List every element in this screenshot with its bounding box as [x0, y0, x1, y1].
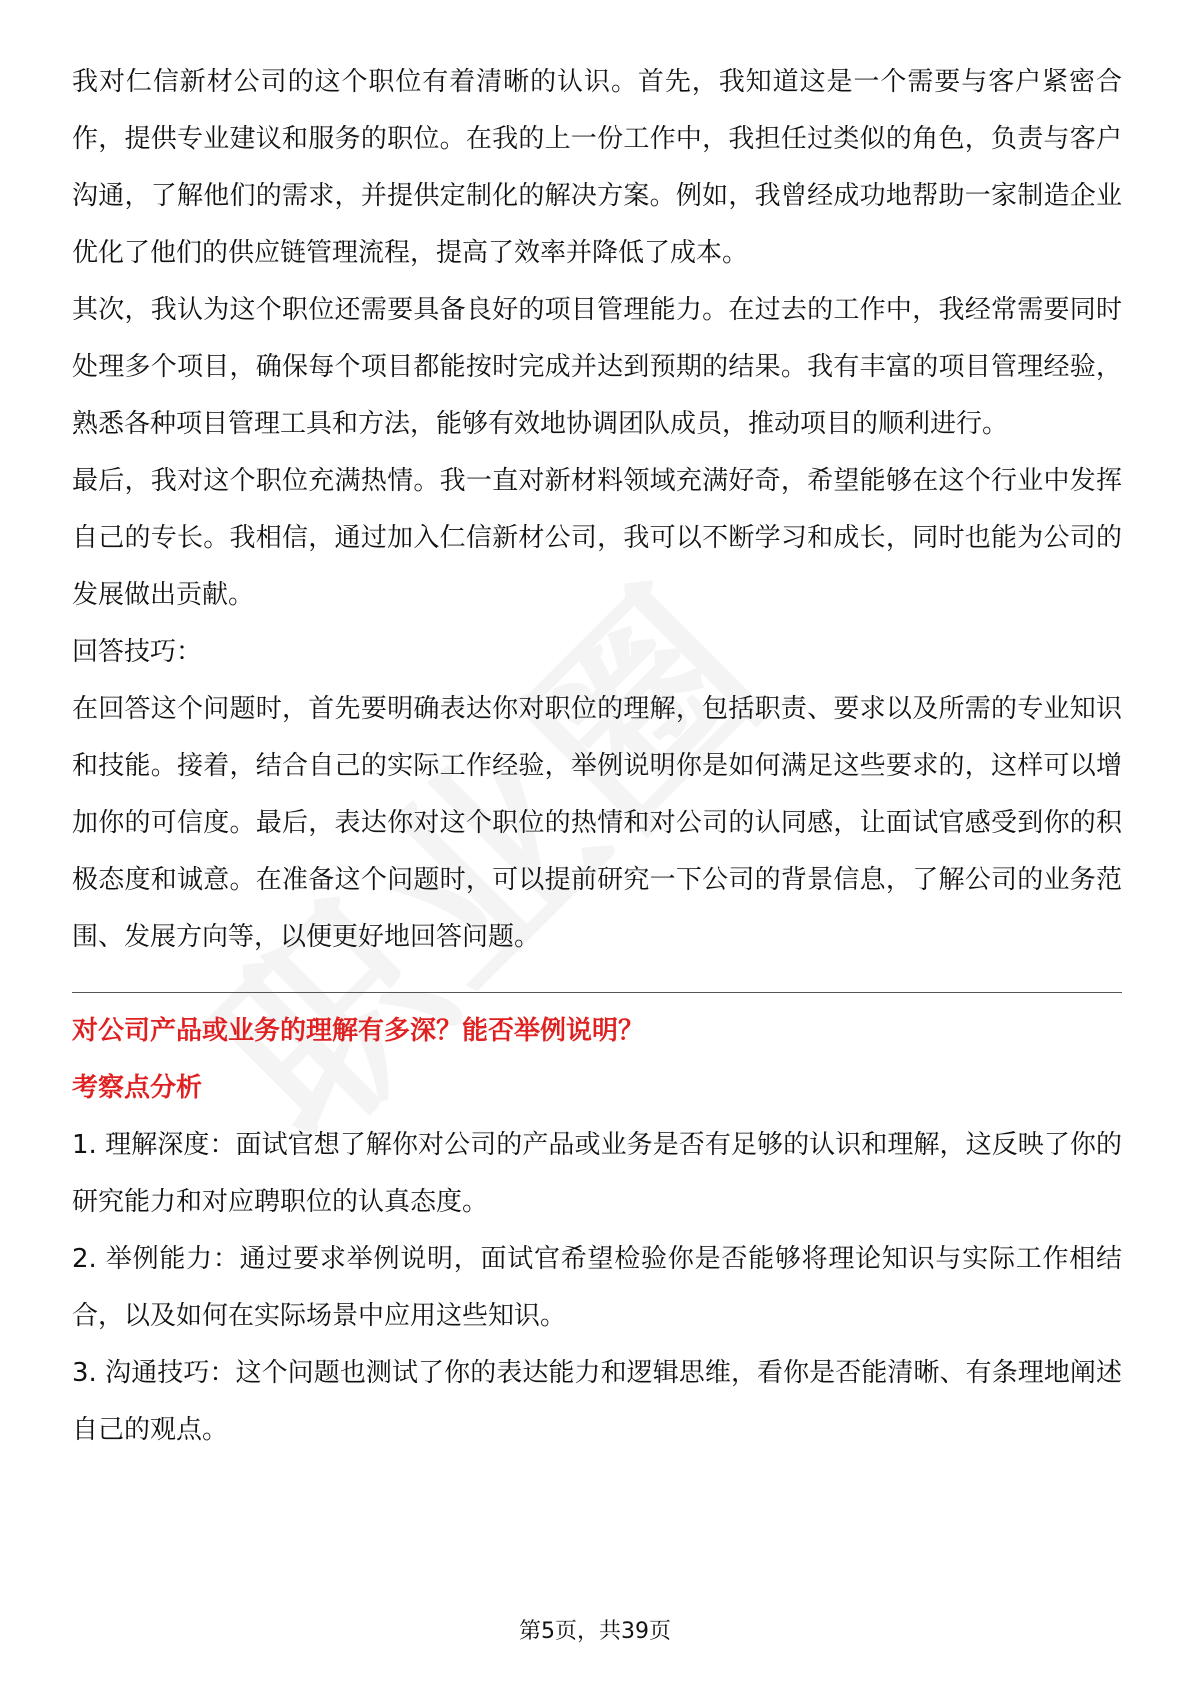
- analysis-point: 3. 沟通技巧：这个问题也测试了你的表达能力和逻辑思维，看你是否能清晰、有条理地阐述自己的观点。: [72, 1358, 1122, 1445]
- answer-paragraph-2: 其次，我认为这个职位还需要具备良好的项目管理能力。在过去的工作中，我经常需要同时处理多个项目，确保每个项目都能按时完成并达到预期的结果。我有丰富的项目管理经验，熟悉各种项目管理工具和方法，能够有效地协调团队成员，推动项目的顺利进行。: [72, 295, 1122, 439]
- tips-paragraph: 在回答这个问题时，首先要明确表达你对职位的理解，包括职责、要求以及所需的专业知识和技能。接着，结合自己的实际工作经验，举例说明你是如何满足这些要求的，这样可以增加你的可信度。最后，表达你对这个职位的热情和对公司的认同感，让面试官感受到你的积极态度和诚意。在准备这个问题时，可以提前研究一下公司的背景信息，了解公司的业务范围、发展方向等，以便更好地回答问题。: [72, 694, 1122, 952]
- analysis-point: 1. 理解深度：面试官想了解你对公司的产品或业务是否有足够的认识和理解，这反映了你的研究能力和对应聘职位的认真态度。: [72, 1130, 1122, 1217]
- page-number: 第5页，共39页: [519, 1619, 671, 1644]
- answer-paragraph-1: 我对仁信新材公司的这个职位有着清晰的认识。首先，我知道这是一个需要与客户紧密合作，提供专业建议和服务的职位。在我的上一份工作中，我担任过类似的角色，负责与客户沟通，了解他们的需求，并提供定制化的解决方案。例如，我曾经成功地帮助一家制造企业优化了他们的供应链管理流程，提高了效率并降低了成本。: [72, 67, 1122, 268]
- question-title: 对公司产品或业务的理解有多深？能否举例说明？: [72, 1016, 645, 1046]
- tips-label: 回答技巧：: [72, 637, 203, 667]
- analysis-point: 2. 举例能力：通过要求举例说明，面试官希望检验你是否能够将理论知识与实际工作相结合，以及如何在实际场景中应用这些知识。: [72, 1244, 1122, 1331]
- document-body: [72, 54, 1122, 1459]
- analysis-heading: 考察点分析: [72, 1073, 203, 1103]
- answer-paragraph-3: 最后，我对这个职位充满热情。我一直对新材料领域充满好奇，希望能够在这个行业中发挥自己的专长。我相信，通过加入仁信新材公司，我可以不断学习和成长，同时也能为公司的发展做出贡献。: [72, 466, 1122, 610]
- section-divider: [72, 992, 1122, 993]
